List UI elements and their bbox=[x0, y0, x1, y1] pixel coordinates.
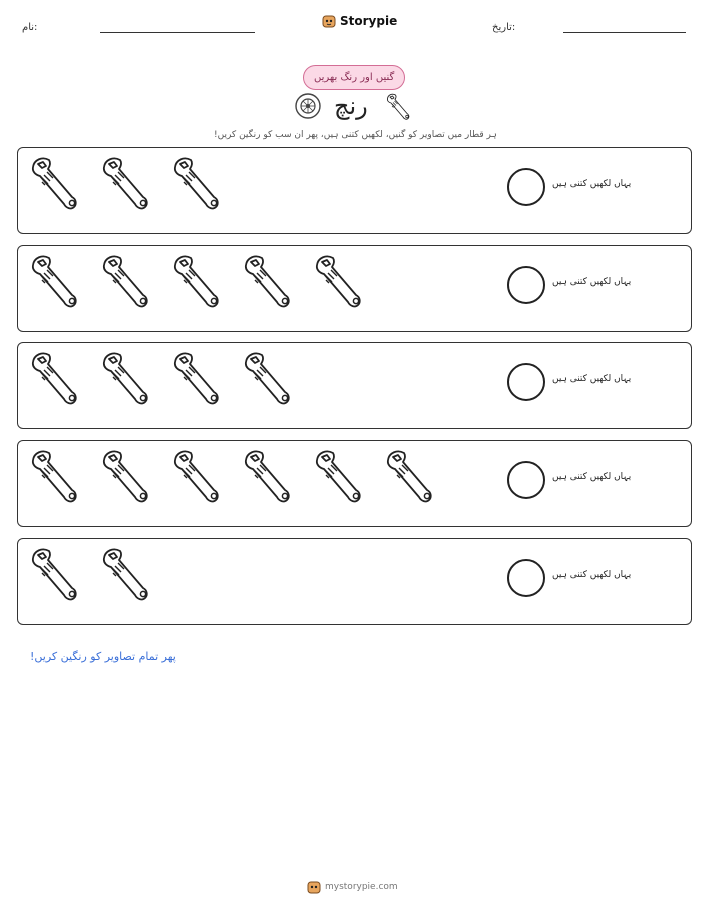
count-row bbox=[17, 440, 692, 527]
wrench-icon[interactable] bbox=[172, 254, 230, 316]
footer-site: mystorypie.com bbox=[325, 882, 398, 892]
count-row bbox=[17, 538, 692, 625]
wrench-icon[interactable] bbox=[385, 449, 443, 511]
count-label: یہاں لکھیں کتنی ہیں bbox=[552, 179, 632, 189]
wrench-icon[interactable] bbox=[172, 351, 230, 413]
answer-circle[interactable] bbox=[507, 266, 545, 304]
answer-circle[interactable] bbox=[507, 461, 545, 499]
storypie-logo-icon bbox=[307, 880, 321, 894]
brand-logo bbox=[322, 14, 397, 28]
page-title: رنچ bbox=[334, 92, 368, 120]
wrench-icon[interactable] bbox=[30, 449, 88, 511]
wrench-icon[interactable] bbox=[30, 156, 88, 218]
count-row bbox=[17, 147, 692, 234]
answer-circle[interactable] bbox=[507, 168, 545, 206]
answer-circle[interactable] bbox=[507, 559, 545, 597]
name-label: نام: bbox=[22, 22, 38, 33]
wrench-icon[interactable] bbox=[30, 351, 88, 413]
count-label: یہاں لکھیں کتنی ہیں bbox=[552, 472, 632, 482]
storypie-logo-icon bbox=[322, 14, 336, 28]
tire-icon bbox=[294, 92, 322, 120]
wrench-icon[interactable] bbox=[30, 254, 88, 316]
name-field[interactable] bbox=[100, 32, 255, 33]
wrench-icon[interactable] bbox=[314, 254, 372, 316]
wrench-icon[interactable] bbox=[101, 547, 159, 609]
wrench-icon[interactable] bbox=[101, 449, 159, 511]
wrench-icon[interactable] bbox=[101, 254, 159, 316]
instruction-text: ہر قطار میں تصاویر کو گنیں، لکھیں کتنی ہیں، پھر ان سب کو رنگین کریں! bbox=[214, 130, 497, 140]
answer-circle[interactable] bbox=[507, 363, 545, 401]
date-label: تاریخ: bbox=[492, 22, 516, 33]
wrench-icon[interactable] bbox=[30, 547, 88, 609]
footer-instruction: پھر تمام تصاویر کو رنگین کریں! bbox=[30, 650, 176, 663]
wrench-icon[interactable] bbox=[172, 449, 230, 511]
footer-brand bbox=[307, 880, 398, 894]
wrench-icon[interactable] bbox=[101, 156, 159, 218]
wrench-icon[interactable] bbox=[243, 449, 301, 511]
wrench-icon[interactable] bbox=[172, 156, 230, 218]
activity-badge: گنیں اور رنگ بھریں bbox=[303, 65, 405, 90]
date-field[interactable] bbox=[563, 32, 686, 33]
count-row bbox=[17, 342, 692, 429]
wrench-icon[interactable] bbox=[314, 449, 372, 511]
wrench-icon[interactable] bbox=[243, 254, 301, 316]
count-row bbox=[17, 245, 692, 332]
count-label: یہاں لکھیں کتنی ہیں bbox=[552, 570, 632, 580]
wrench-icon[interactable] bbox=[243, 351, 301, 413]
wrench-icon bbox=[386, 93, 415, 124]
brand-name: Storypie bbox=[340, 14, 398, 28]
wrench-icon[interactable] bbox=[101, 351, 159, 413]
count-label: یہاں لکھیں کتنی ہیں bbox=[552, 374, 632, 384]
count-label: یہاں لکھیں کتنی ہیں bbox=[552, 277, 632, 287]
